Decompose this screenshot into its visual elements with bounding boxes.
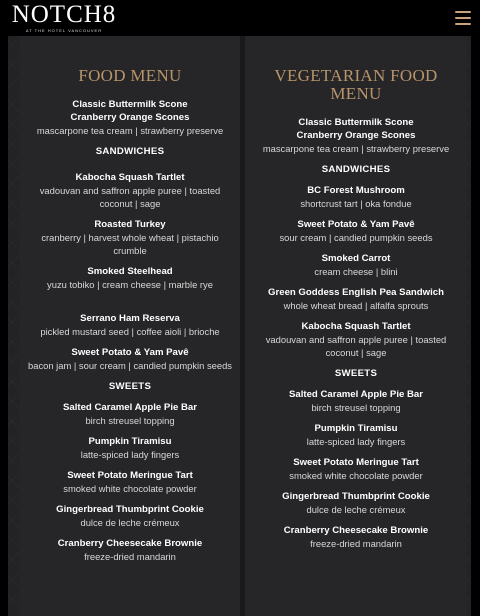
- menu-item: [20, 435, 240, 461]
- menu-item: [20, 218, 240, 257]
- menu-item: [20, 312, 240, 338]
- section-heading: SWEETS: [334, 368, 378, 379]
- section-heading: SWEETS: [108, 381, 152, 392]
- item-description: latte-spiced lady fingers: [80, 449, 180, 460]
- menu-item: [20, 401, 240, 427]
- item-name: Pumpkin Tiramisu: [314, 423, 398, 434]
- item-name: Salted Caramel Apple Pie Bar: [288, 389, 423, 400]
- menu-item: [20, 537, 240, 563]
- food-menu-title: FOOD MENU: [78, 66, 182, 85]
- logo-tagline: AT THE HOTEL VANCOUVER: [25, 28, 103, 33]
- menu-item: [245, 490, 467, 516]
- menu-item: [245, 524, 467, 550]
- item-description: dulce de leche crémeux: [306, 504, 406, 515]
- item-name: Cranberry Cheesecake Brownie: [283, 525, 429, 536]
- item-name: Sweet Potato & Yam Pavê: [71, 347, 189, 358]
- item-description: bacon jam | sour cream | candied pumpkin seeds: [28, 360, 232, 371]
- item-name: Classic Buttermilk Scone: [72, 99, 188, 110]
- item-description: freeze-dried mandarin: [310, 538, 402, 549]
- item-name: Cranberry Orange Scones: [296, 130, 416, 141]
- site-header: [0, 0, 480, 36]
- item-description: sour cream | candied pumpkin seeds: [279, 232, 433, 243]
- menu-item: [20, 265, 240, 291]
- vegetarian-menu-column: [245, 36, 467, 616]
- item-description: yuzu tobiko | cream cheese | marble rye: [47, 279, 213, 290]
- item-name: Green Goddess English Pea Sandwich: [268, 287, 444, 298]
- item-name: Kabocha Squash Tartlet: [75, 172, 185, 183]
- menu-item: [20, 98, 240, 137]
- item-name: Smoked Steelhead: [87, 266, 173, 277]
- item-description: smoked white chocolate powder: [289, 470, 423, 481]
- item-description: mascarpone tea cream | strawberry preserve: [36, 125, 224, 136]
- logo[interactable]: [8, 3, 120, 33]
- menu-item: [245, 388, 467, 414]
- menu-item: [245, 456, 467, 482]
- item-description: cranberry | harvest whole wheat | pistachio crumble: [41, 232, 219, 256]
- menu-item: [245, 320, 467, 359]
- menu-item: [245, 218, 467, 244]
- item-description: latte-spiced lady fingers: [306, 436, 406, 447]
- item-name: Gingerbread Thumbprint Cookie: [56, 504, 204, 515]
- item-description: cream cheese | blini: [314, 266, 398, 277]
- item-description: birch streusel topping: [85, 415, 175, 426]
- item-description: vadouvan and saffron apple puree | toasted coconut | sage: [265, 334, 447, 358]
- item-name: Kabocha Squash Tartlet: [301, 321, 411, 332]
- menu-item: [245, 286, 467, 312]
- item-name: Cranberry Cheesecake Brownie: [57, 538, 203, 549]
- menu-item: [245, 422, 467, 448]
- item-description: dulce de leche crémeux: [80, 517, 180, 528]
- item-name: BC Forest Mushroom: [307, 185, 405, 196]
- item-name: Sweet Potato Meringue Tart: [67, 470, 193, 481]
- logo-wordmark: NOTCH8: [11, 1, 117, 28]
- item-name: Smoked Carrot: [321, 253, 391, 264]
- item-description: vadouvan and saffron apple puree | toasted coconut | sage: [39, 185, 221, 209]
- item-name: Cranberry Orange Scones: [70, 112, 190, 123]
- item-name: Sweet Potato Meringue Tart: [293, 457, 419, 468]
- item-name: Salted Caramel Apple Pie Bar: [62, 402, 197, 413]
- item-description: smoked white chocolate powder: [63, 483, 197, 494]
- hamburger-icon[interactable]: [455, 11, 471, 25]
- menu-item: [245, 184, 467, 210]
- menu-item: [20, 469, 240, 495]
- item-name: Gingerbread Thumbprint Cookie: [282, 491, 430, 502]
- item-name: Sweet Potato & Yam Pavê: [297, 219, 415, 230]
- item-name: Classic Buttermilk Scone: [298, 117, 414, 128]
- item-description: whole wheat bread | alfalfa sprouts: [283, 300, 429, 311]
- vegetarian-menu-title: VEGETARIAN FOOD MENU: [274, 66, 438, 103]
- item-description: freeze-dried mandarin: [84, 551, 176, 562]
- menu-item: [20, 346, 240, 372]
- item-name: Roasted Turkey: [94, 219, 166, 230]
- food-menu-column: [20, 36, 240, 616]
- menu-item: [20, 503, 240, 529]
- item-description: mascarpone tea cream | strawberry preserve: [262, 143, 450, 154]
- menu-panel: [8, 36, 471, 616]
- item-description: pickled mustard seed | coffee aioli | brioche: [40, 326, 220, 337]
- item-description: birch streusel topping: [311, 402, 401, 413]
- section-heading: SANDWICHES: [95, 146, 165, 157]
- menu-item: [245, 252, 467, 278]
- menu-item: [20, 171, 240, 210]
- item-name: Pumpkin Tiramisu: [88, 436, 172, 447]
- item-description: shortcrust tart | oka fondue: [300, 198, 412, 209]
- section-heading: SANDWICHES: [321, 164, 391, 175]
- item-name: Serrano Ham Reserva: [80, 313, 180, 324]
- menu-item: [245, 116, 467, 155]
